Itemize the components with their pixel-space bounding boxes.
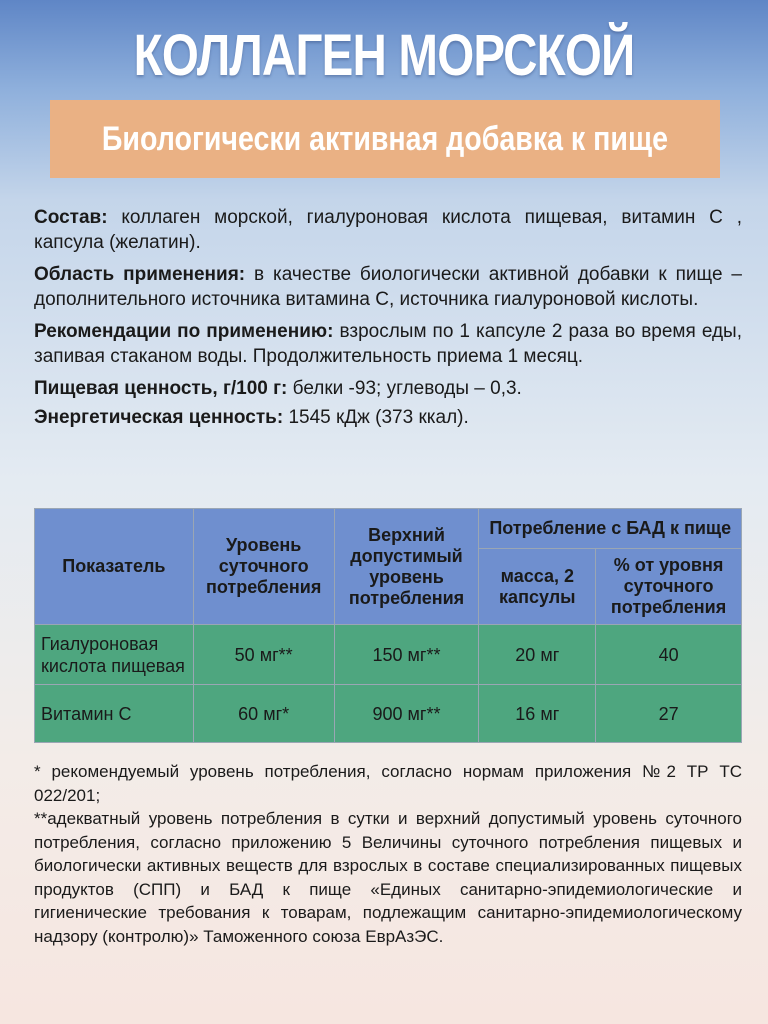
header-mass: масса, 2 капсулы — [479, 549, 596, 625]
composition-paragraph — [34, 206, 742, 255]
row-upper: 900 мг** — [334, 685, 479, 743]
usage-area-text: в качестве биологически активной добавки к пище – дополнительного источника витамина С, источника гиалуроновой кислоты. — [34, 264, 742, 310]
composition-text: коллаген морской, гиалуроновая кислота пищевая, витамин С , капсула (желатин). — [34, 207, 742, 253]
subtitle-banner — [50, 100, 720, 178]
usage-area-paragraph — [34, 263, 742, 312]
page-title: КОЛЛАГЕН МОРСКОЙ — [133, 23, 635, 88]
row-daily: 50 мг** — [193, 625, 334, 685]
row-percent: 40 — [596, 625, 742, 685]
nutrition-table — [34, 508, 742, 743]
header-indicator: Показатель — [35, 509, 194, 625]
table-row — [35, 625, 742, 685]
header-daily-level: Уровень суточного потребления — [193, 509, 334, 625]
usage-area-label: Область применения: — [34, 264, 246, 285]
footnote-2: **адекватный уровень потребления в сутки и верхний допустимый уровень суточного потребления, согласно приложению 5 Величины суточного потребления пищевых и биологически активных веществ для взрослых в составе специализированных пищевых продуктов (СПП) и БАД к пище «Единых санитарно-эпидемиологические и гигиенические требования к товарам, подлежащим санитарно-эпидемиологическому надзору (контролю)» Таможенного союза ЕврАзЭС. — [34, 809, 742, 946]
header-upper-level: Верхний допустимый уровень потребления — [334, 509, 479, 625]
recommendations-label: Рекомендации по применению: — [34, 321, 334, 342]
subtitle-text: Биологически активная добавка к пище — [101, 119, 669, 158]
row-name: Витамин С — [35, 685, 194, 743]
row-percent: 27 — [596, 685, 742, 743]
footnotes — [34, 760, 742, 948]
nutrition-label: Пищевая ценность, г/100 г: — [34, 378, 288, 399]
recommendations-text: взрослым по 1 капсуле 2 раза во время еды, запивая стаканом воды. Продолжительность приема 1 месяц. — [34, 321, 742, 367]
row-name: Гиалуроновая кислота пищевая — [35, 625, 194, 685]
energy-paragraph — [34, 406, 742, 431]
recommendations-paragraph — [34, 320, 742, 369]
row-mass: 16 мг — [479, 685, 596, 743]
table-row — [35, 685, 742, 743]
product-info — [34, 206, 742, 438]
nutrition-paragraph — [34, 377, 742, 402]
row-mass: 20 мг — [479, 625, 596, 685]
footnote-1: * рекомендуемый уровень потребления, согласно нормам приложения №2 ТР ТС 022/201; — [34, 762, 742, 805]
row-daily: 60 мг* — [193, 685, 334, 743]
energy-text: 1545 кДж (373 ккал). — [283, 406, 469, 428]
header-percent: % от уровня суточного потребления — [596, 549, 742, 625]
nutrition-text: белки -93; углеводы – 0,3. — [287, 378, 522, 399]
header-consumption-group: Потребление с БАД к пище — [479, 509, 742, 549]
energy-label: Энергетическая ценность: — [34, 406, 284, 428]
composition-label: Состав: — [34, 207, 108, 228]
row-upper: 150 мг** — [334, 625, 479, 685]
